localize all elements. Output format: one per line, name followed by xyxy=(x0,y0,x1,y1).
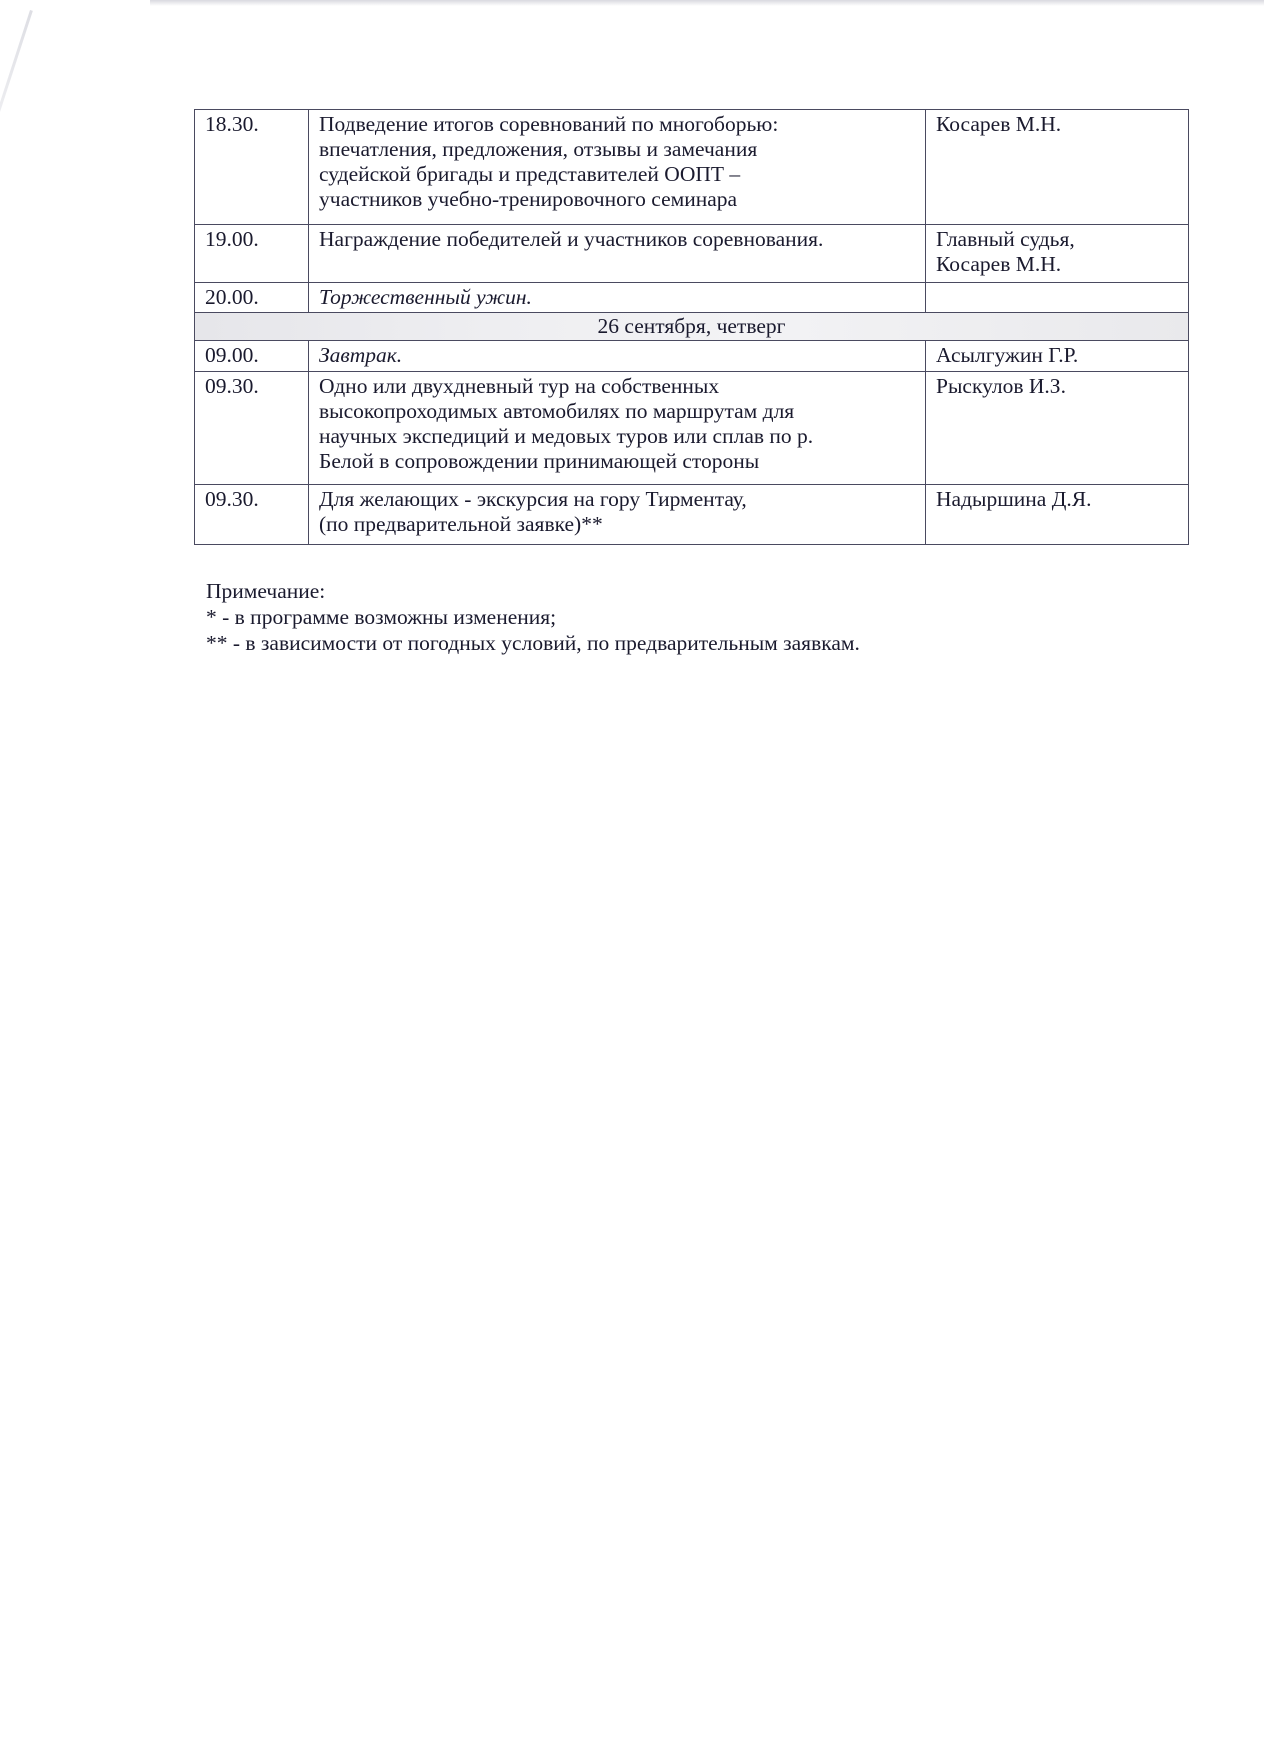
time-cell: 20.00. xyxy=(195,283,309,313)
responsible-line: Асылгужин Г.Р. xyxy=(936,343,1079,367)
time-cell: 19.00. xyxy=(195,225,309,283)
event-line: судейской бригады и представителей ООПТ – xyxy=(319,162,741,186)
time-cell: 09.30. xyxy=(195,372,309,485)
responsible-cell xyxy=(926,283,1189,313)
responsible-cell xyxy=(926,110,1189,225)
event-line: Одно или двухдневный тур на собственных xyxy=(319,374,720,398)
table-row xyxy=(195,341,1189,372)
notes-title: Примечание: xyxy=(206,579,326,603)
table-row xyxy=(195,110,1189,225)
responsible-cell xyxy=(926,341,1189,372)
event-line: впечатления, предложения, отзывы и замечания xyxy=(319,137,758,161)
schedule-table xyxy=(194,109,1189,545)
event-line: Награждение победителей и участников соревнования. xyxy=(319,227,824,251)
note-line: ** - в зависимости от погодных условий, по предварительным заявкам. xyxy=(206,631,860,655)
scan-edge-left xyxy=(0,10,33,230)
event-cell xyxy=(309,225,926,283)
event-line: научных экспедиций и медовых туров или сплав по р. xyxy=(319,424,814,448)
day-header-row xyxy=(195,313,1189,341)
responsible-line: Главный судья, xyxy=(936,227,1075,251)
time-cell: 18.30. xyxy=(195,110,309,225)
event-cell xyxy=(309,341,926,372)
event-line: Подведение итогов соревнований по многоборью: xyxy=(319,112,779,136)
responsible-cell xyxy=(926,225,1189,283)
event-cell xyxy=(309,283,926,313)
event-line: (по предварительной заявке)** xyxy=(319,512,603,536)
day-header: 26 сентября, четверг xyxy=(195,313,1189,341)
responsible-cell xyxy=(926,372,1189,485)
table-row xyxy=(195,372,1189,485)
note-line: * - в программе возможны изменения; xyxy=(206,605,557,629)
event-line: Завтрак. xyxy=(319,343,403,367)
table-row xyxy=(195,485,1189,545)
responsible-line: Косарев М.Н. xyxy=(936,252,1062,276)
responsible-line: Надыршина Д.Я. xyxy=(936,487,1092,511)
responsible-line: Косарев М.Н. xyxy=(936,112,1062,136)
table-row xyxy=(195,283,1189,313)
event-line: высокопроходимых автомобилях по маршрутам для xyxy=(319,399,795,423)
event-cell xyxy=(309,110,926,225)
responsible-cell xyxy=(926,485,1189,545)
event-line: участников учебно-тренировочного семинара xyxy=(319,187,738,211)
responsible-line: Рыскулов И.З. xyxy=(936,374,1066,398)
notes-block xyxy=(206,578,860,656)
event-line: Для желающих - экскурсия на гору Тирментау, xyxy=(319,487,747,511)
time-cell: 09.00. xyxy=(195,341,309,372)
event-line: Торжественный ужин. xyxy=(319,285,532,309)
event-line: Белой в сопровождении принимающей стороны xyxy=(319,449,760,473)
table-row xyxy=(195,225,1189,283)
time-cell: 09.30. xyxy=(195,485,309,545)
event-cell xyxy=(309,372,926,485)
scan-edge-top xyxy=(150,0,1264,6)
event-cell xyxy=(309,485,926,545)
